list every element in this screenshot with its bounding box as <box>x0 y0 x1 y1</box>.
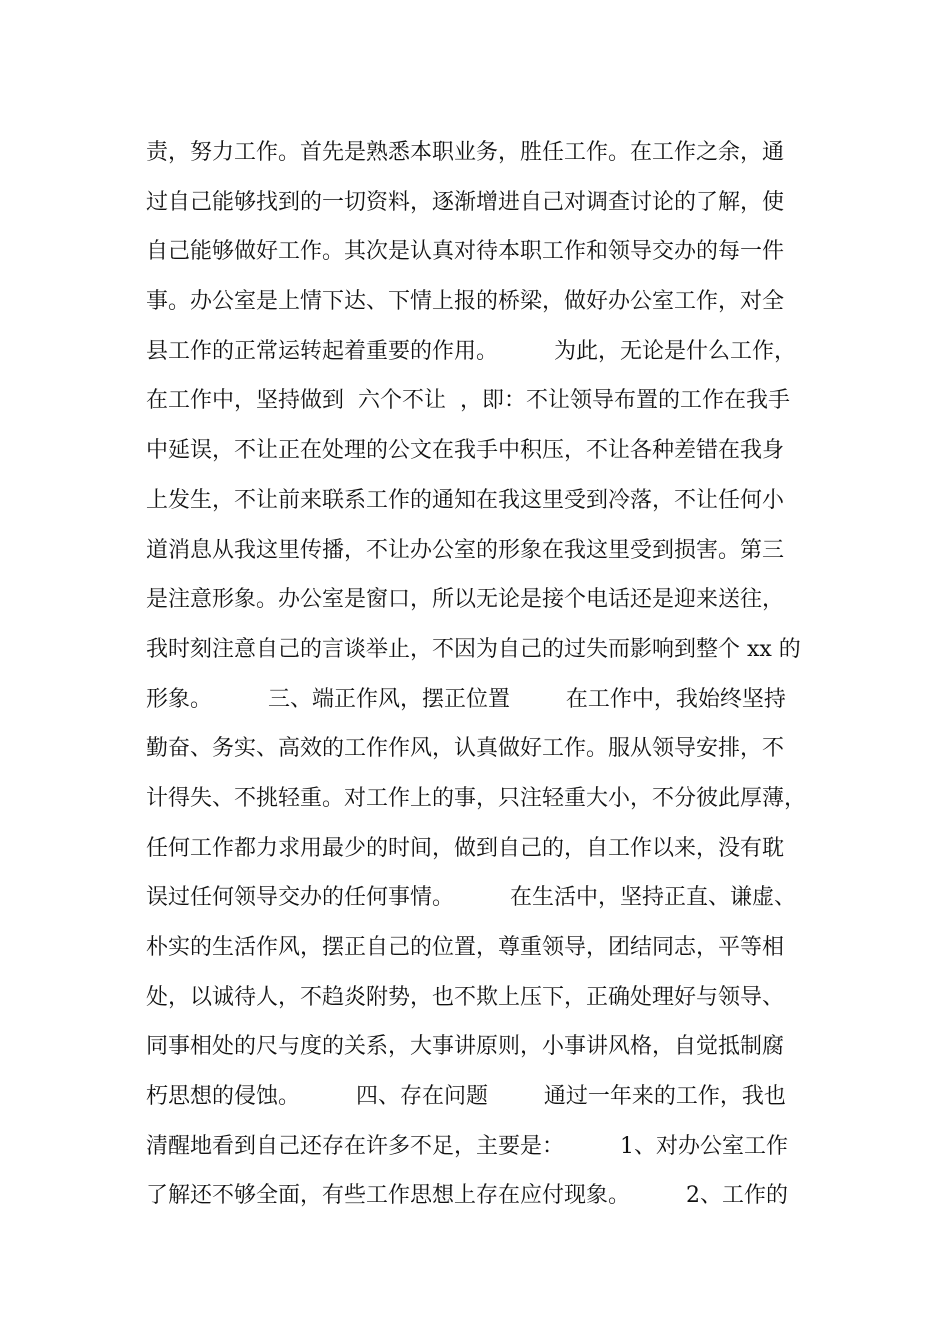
text-line: 道消息从我这里传播，不让办公室的形象在我这里受到损害。第三 <box>146 537 785 563</box>
text-line: 是注意形象。办公室是窗口，所以无论是接个电话还是迎来送往， <box>146 587 785 613</box>
text-line: 误过任何领导交办的任何事情。 在生活中，坚持正直、谦虚、 <box>146 885 796 911</box>
text-line: 自己能够做好工作。其次是认真对待本职工作和领导交办的每一件 <box>146 239 785 265</box>
text-line: 我时刻注意自己的言谈举止，不因为自己的过失而影响到整个 xx 的 <box>146 636 801 662</box>
text-line: 中延误，不让正在处理的公文在我手中积压，不让各种差错在我身 <box>146 438 785 464</box>
text-line: 朴实的生活作风，摆正自己的位置，尊重领导，团结同志，平等相 <box>146 935 785 960</box>
text-line: 了解还不够全面，有些工作思想上存在应付现象。 2、工作的 <box>146 1183 788 1209</box>
text-line: 责，努力工作。首先是熟悉本职业务，胜任工作。在工作之余，通 <box>146 140 785 165</box>
text-line: 处，以诚待人，不趋炎附势，也不欺上压下，正确处理好与领导、 <box>146 984 785 1010</box>
text-line: 县工作的正常运转起着重要的作用。 为此，无论是什么工作， <box>146 338 796 364</box>
text-line: 勤奋、务实、高效的工作作风，认真做好工作。服从领导安排，不 <box>146 736 785 762</box>
text-line: 清醒地看到自己还存在许多不足，主要是： 1、对办公室工作 <box>146 1133 788 1159</box>
text-line: 形象。 三、端正作风，摆正位置 在工作中，我始终坚持 <box>146 686 786 712</box>
text-line: 同事相处的尺与度的关系，大事讲原则，小事讲风格，自觉抵制腐 <box>146 1034 785 1060</box>
text-line: 计得失、不挑轻重。对工作上的事，只注轻重大小，不分彼此厚薄， <box>146 785 807 811</box>
text-line: 过自己能够找到的一切资料，逐渐增进自己对调查讨论的了解，使 <box>146 189 785 215</box>
text-line: 上发生，不让前来联系工作的通知在我这里受到冷落，不让任何小 <box>146 487 785 513</box>
text-line: 朽思想的侵蚀。 四、存在问题 通过一年来的工作，我也 <box>146 1084 786 1110</box>
body-text <box>146 128 826 1221</box>
text-line: 在工作中，坚持做到 六个不让 ，即：不让领导布置的工作在我手 <box>146 388 790 414</box>
text-line: 事。办公室是上情下达、下情上报的桥梁，做好办公室工作，对全 <box>146 289 785 315</box>
text-line: 任何工作都力求用最少的时间，做到自己的，自工作以来，没有耽 <box>146 835 785 861</box>
